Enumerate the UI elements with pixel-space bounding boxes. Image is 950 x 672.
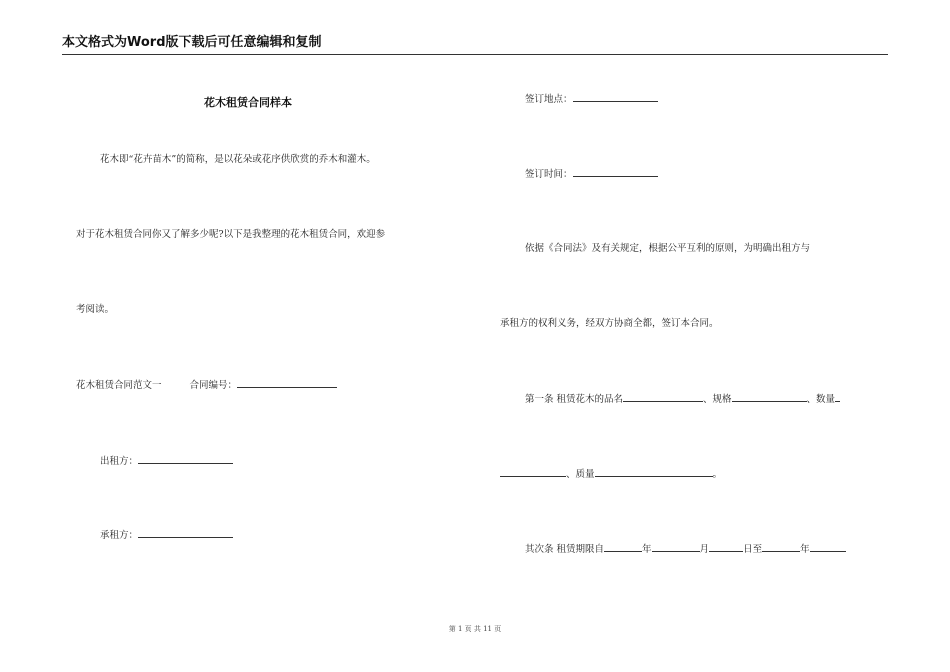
sample-heading xyxy=(76,378,337,393)
intro-paragraph: 花木即“花卉苗木”的简称，是以花朵或花序供欣赏的乔木和灌木。 xyxy=(100,154,376,165)
year2-blank xyxy=(762,542,800,552)
day-blank xyxy=(709,542,743,552)
month-label: 月 xyxy=(699,544,710,555)
header-text: 本文格式为Word版下载后可任意编辑和复制 xyxy=(62,35,322,50)
day-to-label: 日至 xyxy=(743,544,763,555)
qty-label: 、数量 xyxy=(806,394,836,405)
page-footer: 第 1 页 共 11 页 xyxy=(448,625,502,633)
place-line xyxy=(525,92,658,107)
end-blank xyxy=(810,542,846,552)
article-1-cont-line xyxy=(500,467,722,482)
article-1-end: 。 xyxy=(712,469,723,480)
lessor-line xyxy=(100,454,233,469)
year-blank xyxy=(604,542,642,552)
qty-blank-cont xyxy=(500,467,566,477)
time-line xyxy=(525,167,658,182)
place-blank xyxy=(573,92,658,102)
place-label: 签订地点： xyxy=(525,94,573,105)
page-header xyxy=(62,34,888,55)
article-2-line xyxy=(525,542,846,557)
paragraph-line: 承租方的权利义务，经双方协商全都，签订本合同。 xyxy=(500,318,719,329)
lessee-line xyxy=(100,528,233,543)
spec-label: 、规格 xyxy=(703,394,732,405)
year2-label: 年 xyxy=(800,544,810,555)
contract-no-label: 合同编号： xyxy=(189,380,238,391)
time-blank xyxy=(573,167,658,177)
paragraph-line: 依据《合同法》及有关规定，根据公平互利的原则，为明确出租方与 xyxy=(525,243,811,254)
sample-label: 花木租赁合同范文一 xyxy=(76,380,162,391)
paragraph-line: 对于花木租赁合同你又了解多少呢?以下是我整理的花木租赁合同，欢迎参 xyxy=(76,229,386,240)
time-label: 签订时间： xyxy=(525,169,573,180)
contract-no-blank xyxy=(237,378,337,388)
article-2-prefix: 其次条 租赁期限自 xyxy=(525,544,605,555)
article-1-line xyxy=(525,392,840,407)
quality-label: 、质量 xyxy=(566,469,595,480)
article-1-prefix: 第一条 租赁花木的品名 xyxy=(525,394,624,405)
lessor-label: 出租方： xyxy=(100,456,139,467)
month-blank xyxy=(652,542,700,552)
lessor-blank xyxy=(138,454,233,464)
document-title: 花木租赁合同样本 xyxy=(204,96,292,109)
qty-blank xyxy=(835,392,840,402)
name-blank xyxy=(623,392,703,402)
spec-blank xyxy=(732,392,807,402)
lessee-blank xyxy=(138,528,233,538)
quality-blank xyxy=(595,467,713,477)
lessee-label: 承租方： xyxy=(100,530,139,541)
paragraph-line: 考阅读。 xyxy=(76,304,115,315)
year-label: 年 xyxy=(642,544,652,555)
